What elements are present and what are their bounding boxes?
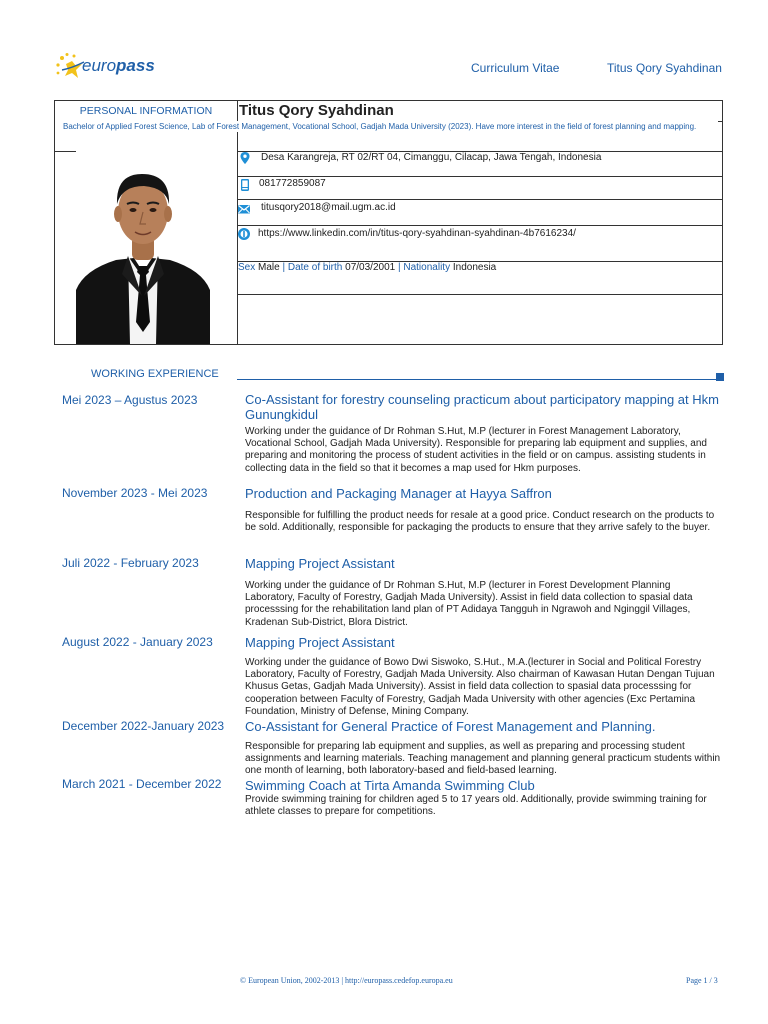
sex-label: Sex	[238, 262, 256, 273]
linkedin-link[interactable]: https://www.linkedin.com/in/titus-qory-syahdinan-syahdinan-4b7616234/	[258, 228, 576, 239]
logo-suffix: pass	[116, 56, 155, 75]
experience-title: Mapping Project Assistant	[245, 556, 395, 571]
divider	[54, 151, 76, 152]
nationality-label: Nationality	[403, 262, 451, 273]
header-doc-type: Curriculum Vitae	[471, 61, 560, 75]
experience-date: August 2022 - January 2023	[62, 635, 213, 649]
logo-prefix: euro	[82, 56, 117, 75]
experience-description: Working under the guidance of Bowo Dwi Siswoko, S.Hut., M.A.(lecturer in Social and Political Forestry Laboratory, Faculty of Forestry, Gadjah Mada University. Also chairman of Kawasan Hutan Dengan Tujuan Khusus Getas, Gadjah Mada University). Assist in field data collection to spasial data processsing for cooperation between Faculty of Forestry, Gadjah Mada University with other agencies (Exc Pertamina Foundation, Ministry of Defense, Mining Company.	[245, 657, 715, 717]
separator: |	[397, 262, 401, 273]
divider	[237, 225, 723, 226]
personal-details-line	[238, 262, 496, 273]
profile-summary: Bachelor of Applied Forest Science, Lab of Forest Management, Vocational School, Gadjah Mada University (2023). Have more interest in the field of forest planning and mapping.	[63, 121, 718, 132]
experience-description: Responsible for preparing lab equipment and supplies, as well as preparing and processing student assignments and learning materials. Teaching management and planning general practicum students within one month of learning, both laboratory-based and field-based learning.	[245, 741, 721, 777]
experience-date: March 2021 - December 2022	[62, 777, 222, 791]
dob-value: 07/03/2001	[345, 262, 396, 273]
separator: |	[282, 262, 286, 273]
experience-description: Responsible for fulfilling the product needs for resale at a good price. Conduct research on the products to be sold. Additionally, responsible for packaging the products to ensure that they arrive safely to the buyer.	[245, 510, 715, 534]
working-experience-label: WORKING EXPERIENCE	[91, 368, 219, 380]
divider	[237, 176, 723, 177]
profile-photo	[76, 162, 210, 344]
europass-logo	[54, 50, 164, 84]
phone-text: 081772859087	[259, 178, 326, 189]
page-number: Page 1 / 3	[686, 976, 718, 985]
divider	[237, 100, 238, 345]
experience-date: Mei 2023 – Agustus 2023	[62, 393, 198, 407]
logo-wordmark	[82, 56, 155, 76]
nationality-value: Indonesia	[452, 262, 497, 273]
experience-date: Juli 2022 - February 2023	[62, 556, 199, 570]
dob-label: Date of birth	[287, 262, 343, 273]
experience-title: Mapping Project Assistant	[245, 635, 395, 650]
divider	[237, 294, 723, 295]
section-rule-end	[716, 373, 724, 381]
experience-description: Working under the guidance of Dr Rohman S.Hut, M.P (lecturer in Forest Development Planning Laboratory, Faculty of Forestry, Gadjah Mada University). Assist in field data collection to spasial data processsing for the rehabilitation land plan of PT Adidaya Tangguh in Ngrawoh and Nginggil Villages, Kradenan Sub-District, Blora District.	[245, 580, 693, 628]
email-icon	[237, 202, 251, 216]
address-text: Desa Karangreja, RT 02/RT 04, Cimanggu, Cilacap, Jawa Tengah, Indonesia	[261, 152, 602, 163]
experience-title: Co-Assistant for General Practice of Forest Management and Planning.	[245, 719, 656, 734]
email-link[interactable]: titusqory2018@mail.ugm.ac.id	[261, 202, 396, 213]
person-name: Titus Qory Syahdinan	[239, 102, 394, 119]
experience-title: Production and Packaging Manager at Hayya Saffron	[245, 486, 552, 501]
experience-description: Working under the guidance of Dr Rohman S.Hut, M.P (lecturer in Forest Management Laboratory, Vocational School, Gadjah Mada University). Responsible for preparing lab equipment and supplies, and preparing and monitoring the process of student activities in the field or on campus. assisting students in collecting data in the field so that it becomes a map used for Hkm purposes.	[245, 426, 707, 474]
sex-value: Male	[258, 262, 280, 273]
experience-description: Provide swimming training for children aged 5 to 17 years old. Additionally, provide swimming training for athlete classes to prepare for competitions.	[245, 794, 707, 818]
phone-icon	[238, 178, 252, 192]
experience-title: Swimming Coach at Tirta Amanda Swimming Club	[245, 778, 535, 793]
header-person-name: Titus Qory Syahdinan	[607, 61, 722, 75]
personal-info-label: PERSONAL INFORMATION	[79, 105, 213, 117]
experience-date: December 2022-January 2023	[62, 719, 225, 733]
location-icon	[238, 151, 252, 165]
divider	[237, 199, 723, 200]
footer-copyright: © European Union, 2002-2013 | http://europass.cedefop.europa.eu	[240, 976, 453, 985]
experience-title: Co-Assistant for forestry counseling practicum about participatory mapping at Hkm Gunungkidul	[245, 392, 719, 422]
section-rule	[237, 379, 716, 380]
web-icon	[237, 227, 251, 241]
experience-date: November 2023 - Mei 2023	[62, 486, 208, 500]
